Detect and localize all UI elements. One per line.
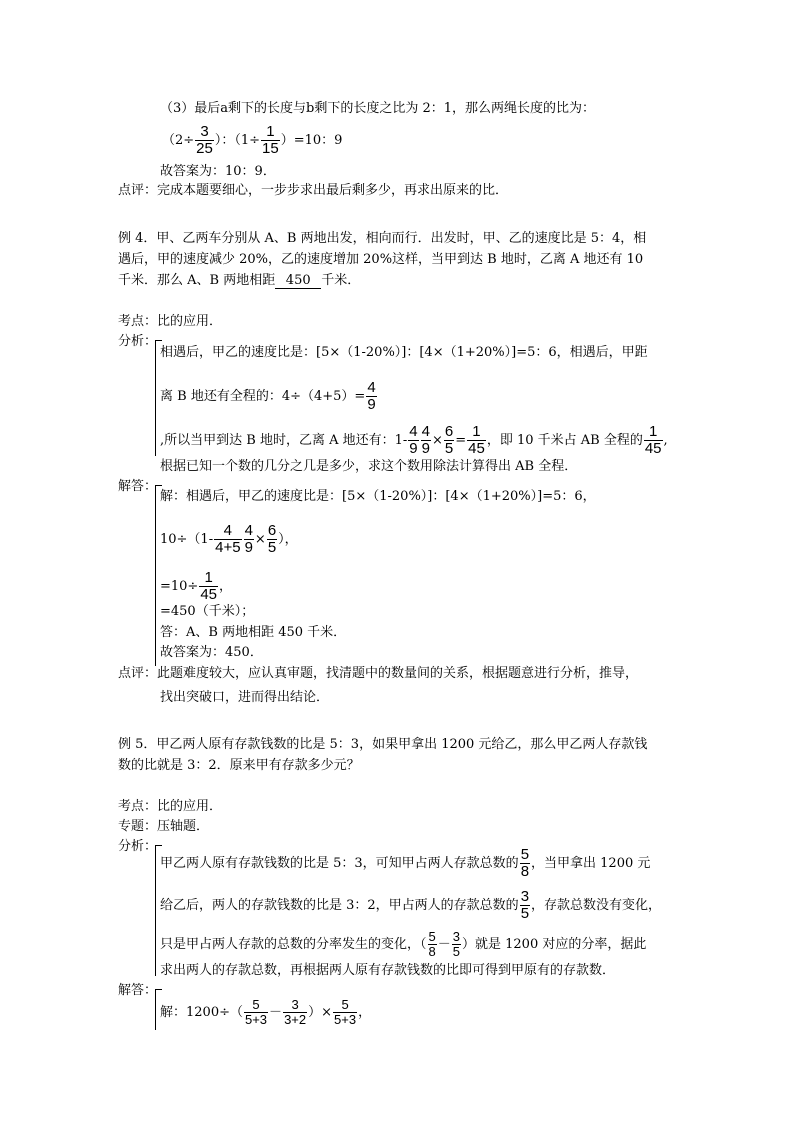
solution-text: ）×	[308, 1005, 333, 1020]
ex4-question-line3	[118, 272, 360, 290]
analysis-text: ,所以当甲到达 B 地时，乙离 A 地还有：1-	[160, 433, 408, 448]
solution-text: ，	[219, 579, 233, 594]
fraction: $\frac{5}{8}$	[428, 929, 436, 959]
analysis-text: ）就是 1200 对应的分率，据此	[462, 937, 647, 952]
ex5-question-line1: 例 5．甲乙两人原有存款钱数的比是 5：3，如果甲拿出 1200 元给乙，那么甲乙两人存款钱	[118, 737, 648, 752]
fraction: $\frac{4}{9}$	[367, 379, 376, 413]
eq-part: （2÷	[162, 133, 195, 148]
ex5-fenxi-label: 分析：	[118, 839, 158, 854]
comment-text: 此题难度较大，应认真审题，找清题中的数量间的关系，根据题意进行分析，推导，	[157, 666, 639, 681]
fraction: $\frac{1}{45}$	[468, 423, 485, 457]
solution-text: =10÷	[160, 579, 199, 594]
ex5-fenxi-line2	[160, 889, 661, 922]
ex4-jieda-line5: 答：A、B 两地相距 450 千米．	[160, 625, 347, 640]
fraction: $\frac{5}{8}$	[520, 846, 530, 880]
ex4-jieda-line1: 解：相遇后，甲乙的速度比是：[5×（1-20%）]：[4×（1+20%）]=5：6，	[160, 489, 596, 504]
analysis-text: 只是甲占两人存款的总数的分率发生的变化，（	[160, 937, 427, 952]
ex5-zhuanti	[118, 818, 209, 836]
fraction: $\frac{4}{9}$	[421, 423, 430, 457]
fraction: $\frac{1}{45}$	[200, 569, 218, 603]
eq-part: ）=10：9	[280, 133, 343, 148]
kaodian-text: 比的应用．	[157, 314, 223, 329]
analysis-text: 甲乙两人原有存款钱数的比是 5：3，可知甲占两人存款总数的	[160, 856, 519, 871]
ex5-fenxi-line1	[160, 847, 650, 880]
fraction: $\frac{1}{15}$	[262, 123, 279, 157]
answer-blank: 450	[275, 273, 321, 289]
comment-label: 点评：	[118, 183, 158, 198]
times-sign: ×	[254, 532, 266, 547]
solution-text: ，	[358, 1005, 372, 1020]
ex4-jieda-line6: 故答案为：450．	[160, 645, 263, 660]
fraction: $\frac{6}{5}$	[267, 522, 277, 556]
ex4-dianping-line2: 找出突破口，进而得出结论．	[160, 690, 330, 705]
analysis-text: ，当甲拿出 1200 元	[531, 856, 651, 871]
fraction: $\frac{6}{5}$	[444, 423, 454, 457]
comment-label: 点评：	[118, 666, 158, 681]
ex4-fenxi-line4: 根据已知一个数的几分之几是多少，求这个数用除法计算得出 AB 全程．	[160, 459, 578, 474]
ex5-fenxi-line3	[160, 930, 646, 959]
ex5-kaodian	[118, 798, 222, 816]
equals-sign: =	[455, 433, 467, 448]
fraction: $\frac{3}{5}$	[520, 888, 530, 922]
analysis-text: ，即 10 千米占 AB 全程的	[486, 433, 643, 448]
fraction: $\frac{3}{3+2}$	[284, 997, 307, 1027]
analysis-text: 离 B 地还有全程的：4÷（4+5）=	[160, 389, 366, 404]
ex4-kaodian	[118, 313, 222, 331]
eq-part: ）：（1÷	[214, 133, 261, 148]
sec3-line1: （3）最后a剩下的长度与b剩下的长度之比为 2：1，那么两绳长度的比为：	[160, 101, 596, 116]
fraction: $\frac{4}{9}$	[244, 522, 253, 556]
question-text: 千米．那么 A、B 两地相距	[118, 273, 276, 288]
ex4-fenxi-line2	[160, 380, 378, 413]
solution-text: 解：1200÷（	[160, 1005, 243, 1020]
ex4-dianping	[118, 665, 638, 683]
fraction: $\frac{5}{5+3}$	[334, 997, 357, 1027]
minus-sign: －	[269, 1005, 283, 1020]
analysis-text: ,	[663, 433, 668, 448]
analysis-text: 给乙后，两人的存款钱数的比是 3：2，甲占两人的存款总数的	[160, 898, 519, 913]
analysis-text: ，存款总数没有变化，	[531, 898, 662, 913]
ex4-jieda-line4: =450（千米）；	[160, 604, 255, 619]
sec3-equation	[162, 124, 342, 157]
fraction: $\frac{4}{9}$	[409, 423, 418, 457]
ex4-question-line1: 例 4．甲、乙两车分别从 A、B 两地出发，相向而行．出发时，甲、乙的速度比是 5：4，相	[118, 231, 647, 246]
kaodian-label: 考点：	[118, 314, 158, 329]
solution-text: 10÷（1-	[160, 532, 214, 547]
fraction: $\frac{4}{4+5}$	[215, 522, 241, 556]
ex5-fenxi-line4: 求出两人的存款总数，再根据两人原有存款钱数的比即可得到甲原有的存款数．	[160, 963, 616, 978]
fraction: $\frac{3}{5}$	[452, 929, 460, 959]
minus-sign: －	[437, 937, 451, 952]
ex4-jieda-line2	[160, 523, 298, 556]
zhuanti-label: 专题：	[118, 819, 158, 834]
comment-text: 完成本题要细心，一步步求出最后剩多少，再求出原来的比．	[157, 183, 509, 198]
solution-text: ），	[278, 532, 298, 547]
kaodian-label: 考点：	[118, 799, 158, 814]
ex4-fenxi-line3	[160, 424, 668, 457]
fraction: $\frac{1}{45}$	[644, 423, 662, 457]
fraction: $\frac{3}{25}$	[196, 123, 213, 157]
ex4-jieda-line3	[160, 570, 232, 603]
sec3-comment	[118, 182, 508, 200]
ex5-jieda-label: 解答：	[118, 983, 158, 998]
ex5-question-line2: 数的比就是 3：2．原来甲有存款多少元？	[118, 758, 360, 773]
question-text: 千米．	[321, 273, 361, 288]
ex4-fenxi-line1: 相遇后，甲乙的速度比是：[5×（1-20%）]：[4×（1+20%）]=5：6，相遇后，甲距	[160, 345, 648, 360]
zhuanti-text: 压轴题．	[157, 819, 210, 834]
times-sign: ×	[431, 433, 443, 448]
fraction: $\frac{5}{5+3}$	[244, 997, 268, 1027]
sec3-answer: 故答案为：10：9．	[160, 164, 276, 179]
ex4-jieda-label: 解答：	[118, 479, 158, 494]
ex4-fenxi-label: 分析：	[118, 334, 158, 349]
ex5-jieda-line1	[160, 998, 371, 1027]
ex4-question-line2: 遇后，甲的速度减少 20%，乙的速度增加 20%这样，当甲到达 B 地时，乙离 A 地还有 10	[118, 252, 644, 267]
kaodian-text: 比的应用．	[157, 799, 223, 814]
